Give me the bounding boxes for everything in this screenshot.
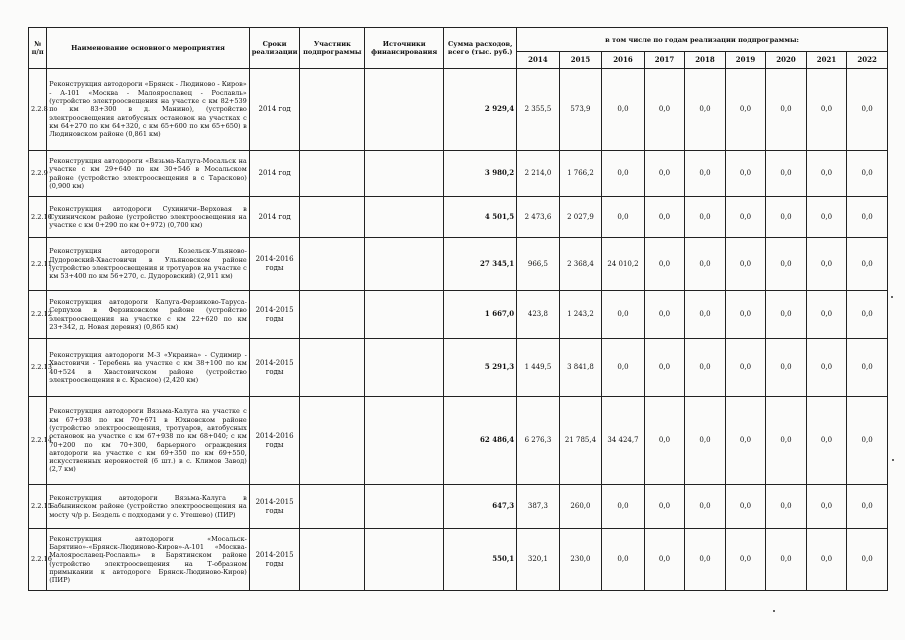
year-value: 0,0 <box>644 529 685 591</box>
implementation-period: 2014 год <box>249 151 300 197</box>
implementation-period: 2014 год <box>249 69 300 151</box>
funding-source-cell <box>365 529 444 591</box>
year-value: 0,0 <box>602 529 645 591</box>
funding-source-cell <box>365 238 444 291</box>
funding-table <box>28 27 888 591</box>
year-value: 0,0 <box>685 339 726 397</box>
table-row <box>29 339 888 397</box>
year-value: 0,0 <box>644 69 685 151</box>
header-year: 2019 <box>725 52 766 69</box>
year-value: 0,0 <box>644 291 685 339</box>
participant-cell <box>300 397 365 485</box>
year-value: 0,0 <box>766 291 807 339</box>
participant-cell <box>300 529 365 591</box>
table-row <box>29 397 888 485</box>
year-value: 6 276,3 <box>517 397 560 485</box>
total-amount: 1 667,0 <box>444 291 517 339</box>
year-value: 0,0 <box>685 238 726 291</box>
participant-cell <box>300 197 365 238</box>
year-value: 0,0 <box>766 485 807 529</box>
participant-cell <box>300 238 365 291</box>
year-value: 0,0 <box>806 69 847 151</box>
year-value: 0,0 <box>644 197 685 238</box>
year-value: 0,0 <box>644 238 685 291</box>
year-value: 0,0 <box>766 397 807 485</box>
year-value: 0,0 <box>644 397 685 485</box>
year-value: 0,0 <box>602 485 645 529</box>
total-amount: 5 291,3 <box>444 339 517 397</box>
participant-cell <box>300 339 365 397</box>
year-value: 0,0 <box>766 151 807 197</box>
header-participant: Участник подпрограммы <box>300 28 365 69</box>
year-value: 0,0 <box>847 339 888 397</box>
year-value: 0,0 <box>685 397 726 485</box>
implementation-period: 2014 год <box>249 197 300 238</box>
header-name: Наименование основного мероприятия <box>47 28 250 69</box>
scan-speck <box>773 610 775 612</box>
header-by-years: в том числе по годам реализации подпрограммы: <box>517 28 888 52</box>
header-year: 2014 <box>517 52 560 69</box>
participant-cell <box>300 291 365 339</box>
year-value: 0,0 <box>766 69 807 151</box>
year-value: 0,0 <box>806 197 847 238</box>
row-number: 2.2.10 <box>29 197 47 238</box>
row-number: 2.2.13 <box>29 339 47 397</box>
year-value: 24 010,2 <box>602 238 645 291</box>
year-value: 0,0 <box>847 485 888 529</box>
row-number: 2.2.16 <box>29 529 47 591</box>
year-value: 0,0 <box>685 485 726 529</box>
year-value: 0,0 <box>725 197 766 238</box>
row-number: 2.2.15 <box>29 485 47 529</box>
activity-name: Реконструкция автодороги Вязьма-Калуга на участке с км 67+938 по км 70+671 в Юхновском районе (устройство электроосвещения, тротуаров, автобусных остановок на участке с км 67+938 по км 68+040; с км 70+200 по км 70+300, барьерного ограждения автодороги на участке с км 69+350 по км 69+550, искусственных неровностей (6 шт.) в с. Климов Завод) (2,7 км) <box>47 397 250 485</box>
header-total: Сумма расходов, всего (тыс. руб.) <box>444 28 517 69</box>
year-value: 0,0 <box>766 197 807 238</box>
activity-name: Реконструкция автодороги Сухиничи–Верховая в Сухиничском районе (устройство электроосвещения на участке с км 0+290 по км 0+972) (0,700 км) <box>47 197 250 238</box>
year-value: 34 424,7 <box>602 397 645 485</box>
year-value: 0,0 <box>644 339 685 397</box>
activity-name: Реконструкция автодороги «Мосальск-Барятино»-«Брянск-Людиново-Киров»-А-101 «Москва-Малоярославец-Рославль» в Барятинском районе (устройство электроосвещения на Т-образном примыкании к автодороге Брянск-Людиново-Киров) (ПИР) <box>47 529 250 591</box>
year-value: 2 027,9 <box>559 197 602 238</box>
total-amount: 62 486,4 <box>444 397 517 485</box>
year-value: 423,8 <box>517 291 560 339</box>
year-value: 0,0 <box>847 529 888 591</box>
year-value: 3 841,8 <box>559 339 602 397</box>
year-value: 0,0 <box>602 197 645 238</box>
participant-cell <box>300 69 365 151</box>
year-value: 0,0 <box>847 238 888 291</box>
implementation-period: 2014-2015 годы <box>249 529 300 591</box>
year-value: 0,0 <box>725 529 766 591</box>
scan-speck <box>892 459 894 461</box>
year-value: 0,0 <box>847 291 888 339</box>
year-value: 2 214,0 <box>517 151 560 197</box>
year-value: 966,5 <box>517 238 560 291</box>
year-value: 1 243,2 <box>559 291 602 339</box>
header-year: 2020 <box>766 52 807 69</box>
header-num: № п/п <box>29 28 47 69</box>
implementation-period: 2014-2016 годы <box>249 397 300 485</box>
scan-speck <box>891 296 893 298</box>
year-value: 1 766,2 <box>559 151 602 197</box>
header-year: 2018 <box>685 52 726 69</box>
total-amount: 3 980,2 <box>444 151 517 197</box>
implementation-period: 2014-2016 годы <box>249 238 300 291</box>
year-value: 0,0 <box>806 485 847 529</box>
total-amount: 2 929,4 <box>444 69 517 151</box>
activity-name: Реконструкция автодороги Козельск-Ульяново-Дудоровский-Хвастовичи в Ульяновском районе (устройство электроосвещения и тротуаров на участке с км 53+400 по км 56+270, с. Дудоровский) (2,911 км) <box>47 238 250 291</box>
table-row <box>29 238 888 291</box>
activity-name: Реконструкция автодороги Вязьма-Калуга в Бабынинском районе (устройство электроосвещения на мосту ч/р р. Бездель с подходами у с. Утешево) (ПИР) <box>47 485 250 529</box>
year-value: 0,0 <box>602 69 645 151</box>
year-value: 0,0 <box>685 69 726 151</box>
year-value: 2 368,4 <box>559 238 602 291</box>
header-source: Источники финансирования <box>365 28 444 69</box>
implementation-period: 2014-2015 годы <box>249 485 300 529</box>
year-value: 0,0 <box>806 151 847 197</box>
total-amount: 4 501,5 <box>444 197 517 238</box>
year-value: 0,0 <box>602 291 645 339</box>
activity-name: Реконструкция автодороги М-3 «Украина» - Судимир - Хвастовичи - Теребень на участке с км 38+100 по км 40+524 в Хвастовичском районе (устройство электроосвещения в с. Красное) (2,420 км) <box>47 339 250 397</box>
year-value: 0,0 <box>644 151 685 197</box>
year-value: 0,0 <box>766 339 807 397</box>
funding-source-cell <box>365 151 444 197</box>
row-number: 2.2.14 <box>29 397 47 485</box>
year-value: 387,3 <box>517 485 560 529</box>
year-value: 0,0 <box>725 339 766 397</box>
year-value: 0,0 <box>685 291 726 339</box>
row-number: 2.2.9 <box>29 151 47 197</box>
table-row <box>29 291 888 339</box>
year-value: 0,0 <box>725 291 766 339</box>
activity-name: Реконструкция автодороги «Брянск - Людиново - Киров» - А-101 «Москва - Малоярославец - Рославль» (устройство электроосвещения на участке с км 82+539 по км 83+300 в д. Манино), (устройство электроосвещения автобусных остановок на участках с км 64+270 по км 64+320, с км 65+600 по км 65+650) в Людиновском районе (0,861 км) <box>47 69 250 151</box>
year-value: 0,0 <box>847 397 888 485</box>
header-year: 2022 <box>847 52 888 69</box>
year-value: 0,0 <box>685 197 726 238</box>
year-value: 0,0 <box>806 529 847 591</box>
table-row <box>29 485 888 529</box>
year-value: 21 785,4 <box>559 397 602 485</box>
funding-source-cell <box>365 69 444 151</box>
year-value: 0,0 <box>806 291 847 339</box>
table-row <box>29 151 888 197</box>
header-year: 2017 <box>644 52 685 69</box>
implementation-period: 2014-2015 годы <box>249 291 300 339</box>
participant-cell <box>300 151 365 197</box>
year-value: 573,9 <box>559 69 602 151</box>
year-value: 230,0 <box>559 529 602 591</box>
year-value: 0,0 <box>725 151 766 197</box>
year-value: 2 473,6 <box>517 197 560 238</box>
year-value: 1 449,5 <box>517 339 560 397</box>
year-value: 0,0 <box>602 151 645 197</box>
funding-source-cell <box>365 485 444 529</box>
funding-source-cell <box>365 197 444 238</box>
row-number: 2.2.8 <box>29 69 47 151</box>
funding-source-cell <box>365 339 444 397</box>
year-value: 0,0 <box>725 69 766 151</box>
year-value: 0,0 <box>766 238 807 291</box>
total-amount: 647,3 <box>444 485 517 529</box>
funding-source-cell <box>365 291 444 339</box>
year-value: 0,0 <box>685 151 726 197</box>
year-value: 0,0 <box>685 529 726 591</box>
table-row <box>29 529 888 591</box>
row-number: 2.2.11 <box>29 238 47 291</box>
year-value: 0,0 <box>847 69 888 151</box>
year-value: 0,0 <box>725 238 766 291</box>
year-value: 0,0 <box>766 529 807 591</box>
year-value: 0,0 <box>602 339 645 397</box>
total-amount: 550,1 <box>444 529 517 591</box>
year-value: 0,0 <box>806 397 847 485</box>
year-value: 260,0 <box>559 485 602 529</box>
year-value: 0,0 <box>725 485 766 529</box>
activity-name: Реконструкция автодороги «Вязьма-Калуга-Мосальск на участке с км 29+640 по км 30+546 в Мосальском районе (устройство электроосвещения в с Тарасково) (0,900 км) <box>47 151 250 197</box>
table-row <box>29 69 888 151</box>
header-year: 2015 <box>559 52 602 69</box>
table-row <box>29 197 888 238</box>
header-year: 2016 <box>602 52 645 69</box>
year-value: 0,0 <box>847 197 888 238</box>
activity-name: Реконструкция автодороги Калуга-Ферзиково-Таруса-Серпухов в Ферзиковском районе (устройство электроосвещения на участке с км 22+620 по км 23+342, д. Новая деревня) (0,865 км) <box>47 291 250 339</box>
year-value: 0,0 <box>806 339 847 397</box>
year-value: 0,0 <box>806 238 847 291</box>
year-value: 2 355,5 <box>517 69 560 151</box>
year-value: 0,0 <box>644 485 685 529</box>
row-number: 2.2.12 <box>29 291 47 339</box>
header-year: 2021 <box>806 52 847 69</box>
implementation-period: 2014-2015 годы <box>249 339 300 397</box>
participant-cell <box>300 485 365 529</box>
year-value: 0,0 <box>725 397 766 485</box>
total-amount: 27 345,1 <box>444 238 517 291</box>
funding-source-cell <box>365 397 444 485</box>
year-value: 0,0 <box>847 151 888 197</box>
year-value: 320,1 <box>517 529 560 591</box>
header-period: Сроки реализации <box>249 28 300 69</box>
